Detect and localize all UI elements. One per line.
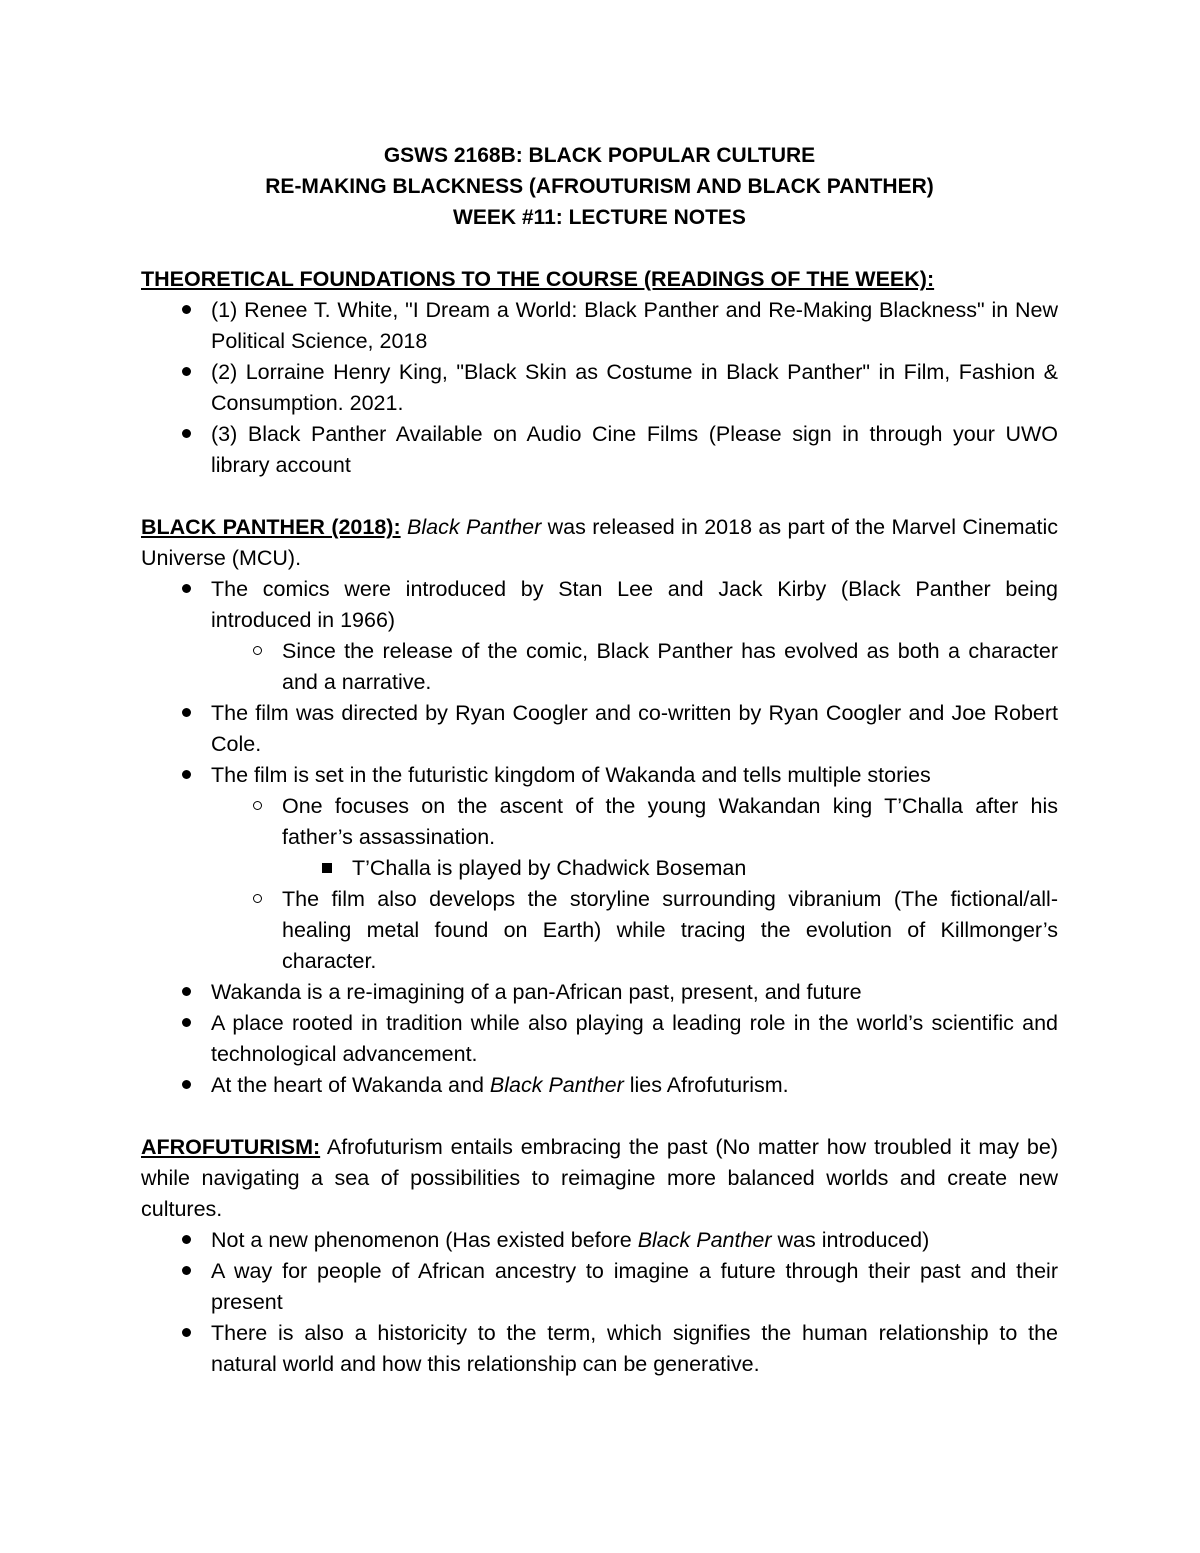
theoretical-foundations-heading: THEORETICAL FOUNDATIONS TO THE COURSE (READINGS OF THE WEEK):: [141, 267, 935, 291]
bullet-circle-icon: [242, 636, 272, 667]
list-item: (3) Black Panther Available on Audio Cine Films (Please sign in through your UWO library account: [141, 419, 1058, 481]
bullet-square-icon: [312, 853, 342, 884]
black-panther-section: [141, 512, 1058, 1101]
afrofuturism-list: [141, 1225, 1058, 1380]
list-item: T’Challa is played by Chadwick Boseman: [141, 853, 1058, 884]
list-item: At the heart of Wakanda and Black Panther lies Afrofuturism.: [141, 1070, 1058, 1101]
readings-list: [141, 295, 1058, 481]
list-item: (1) Renee T. White, "I Dream a World: Black Panther and Re-Making Blackness" in New Political Science, 2018: [141, 295, 1058, 357]
bullet-dot-icon: [171, 1256, 201, 1287]
week-title: WEEK #11: LECTURE NOTES: [453, 206, 746, 229]
bullet-dot-icon: [171, 1318, 201, 1349]
bullet-dot-icon: [171, 760, 201, 791]
bullet-dot-icon: [171, 698, 201, 729]
course-title: GSWS 2168B: BLACK POPULAR CULTURE: [383, 144, 816, 167]
list-item: One focuses on the ascent of the young Wakandan king T’Challa after his father’s assassination.: [141, 791, 1058, 853]
list-item: Not a new phenomenon (Has existed before Black Panther was introduced): [141, 1225, 1058, 1256]
list-item: A place rooted in tradition while also playing a leading role in the world’s scientific and technological advancement.: [141, 1008, 1058, 1070]
black-panther-intro: BLACK PANTHER (2018): Black Panther was released in 2018 as part of the Marvel Cinematic Universe (MCU).: [141, 515, 1058, 570]
bullet-circle-icon: [242, 884, 272, 915]
list-item: (2) Lorraine Henry King, "Black Skin as Costume in Black Panther" in Film, Fashion & Consumption. 2021.: [141, 357, 1058, 419]
list-item: The film also develops the storyline surrounding vibranium (The fictional/all-healing metal found on Earth) while tracing the evolution of Killmonger’s character.: [141, 884, 1058, 977]
document-title-block: [141, 140, 1058, 233]
bullet-dot-icon: [171, 1008, 201, 1039]
document-page: [141, 140, 1058, 1411]
lecture-subtitle: RE-MAKING BLACKNESS (AFROUTURISM AND BLACK PANTHER): [265, 175, 934, 198]
list-item: The film is set in the futuristic kingdom of Wakanda and tells multiple stories: [141, 760, 1058, 791]
black-panther-heading: BLACK PANTHER (2018):: [141, 515, 401, 539]
list-item: Since the release of the comic, Black Panther has evolved as both a character and a narrative.: [141, 636, 1058, 698]
afrofuturism-heading: AFROFUTURISM:: [141, 1135, 321, 1159]
black-panther-list: [141, 574, 1058, 1101]
list-item: The film was directed by Ryan Coogler and co-written by Ryan Coogler and Joe Robert Cole.: [141, 698, 1058, 760]
bullet-dot-icon: [171, 1225, 201, 1256]
afrofuturism-intro: AFROFUTURISM: Afrofuturism entails embracing the past (No matter how troubled it may be) while navigating a sea of possibilities to reimagine more balanced worlds and create new cultures.: [141, 1135, 1058, 1221]
bullet-dot-icon: [171, 419, 201, 450]
list-item: The comics were introduced by Stan Lee and Jack Kirby (Black Panther being introduced in 1966): [141, 574, 1058, 636]
bullet-circle-icon: [242, 791, 272, 822]
theoretical-foundations-section: [141, 264, 1058, 481]
bullet-dot-icon: [171, 977, 201, 1008]
bullet-dot-icon: [171, 295, 201, 326]
afrofuturism-section: [141, 1132, 1058, 1380]
list-item: A way for people of African ancestry to imagine a future through their past and their present: [141, 1256, 1058, 1318]
bullet-dot-icon: [171, 357, 201, 388]
bullet-dot-icon: [171, 1070, 201, 1101]
list-item: Wakanda is a re-imagining of a pan-African past, present, and future: [141, 977, 1058, 1008]
list-item: There is also a historicity to the term, which signifies the human relationship to the natural world and how this relationship can be generative.: [141, 1318, 1058, 1380]
bullet-dot-icon: [171, 574, 201, 605]
